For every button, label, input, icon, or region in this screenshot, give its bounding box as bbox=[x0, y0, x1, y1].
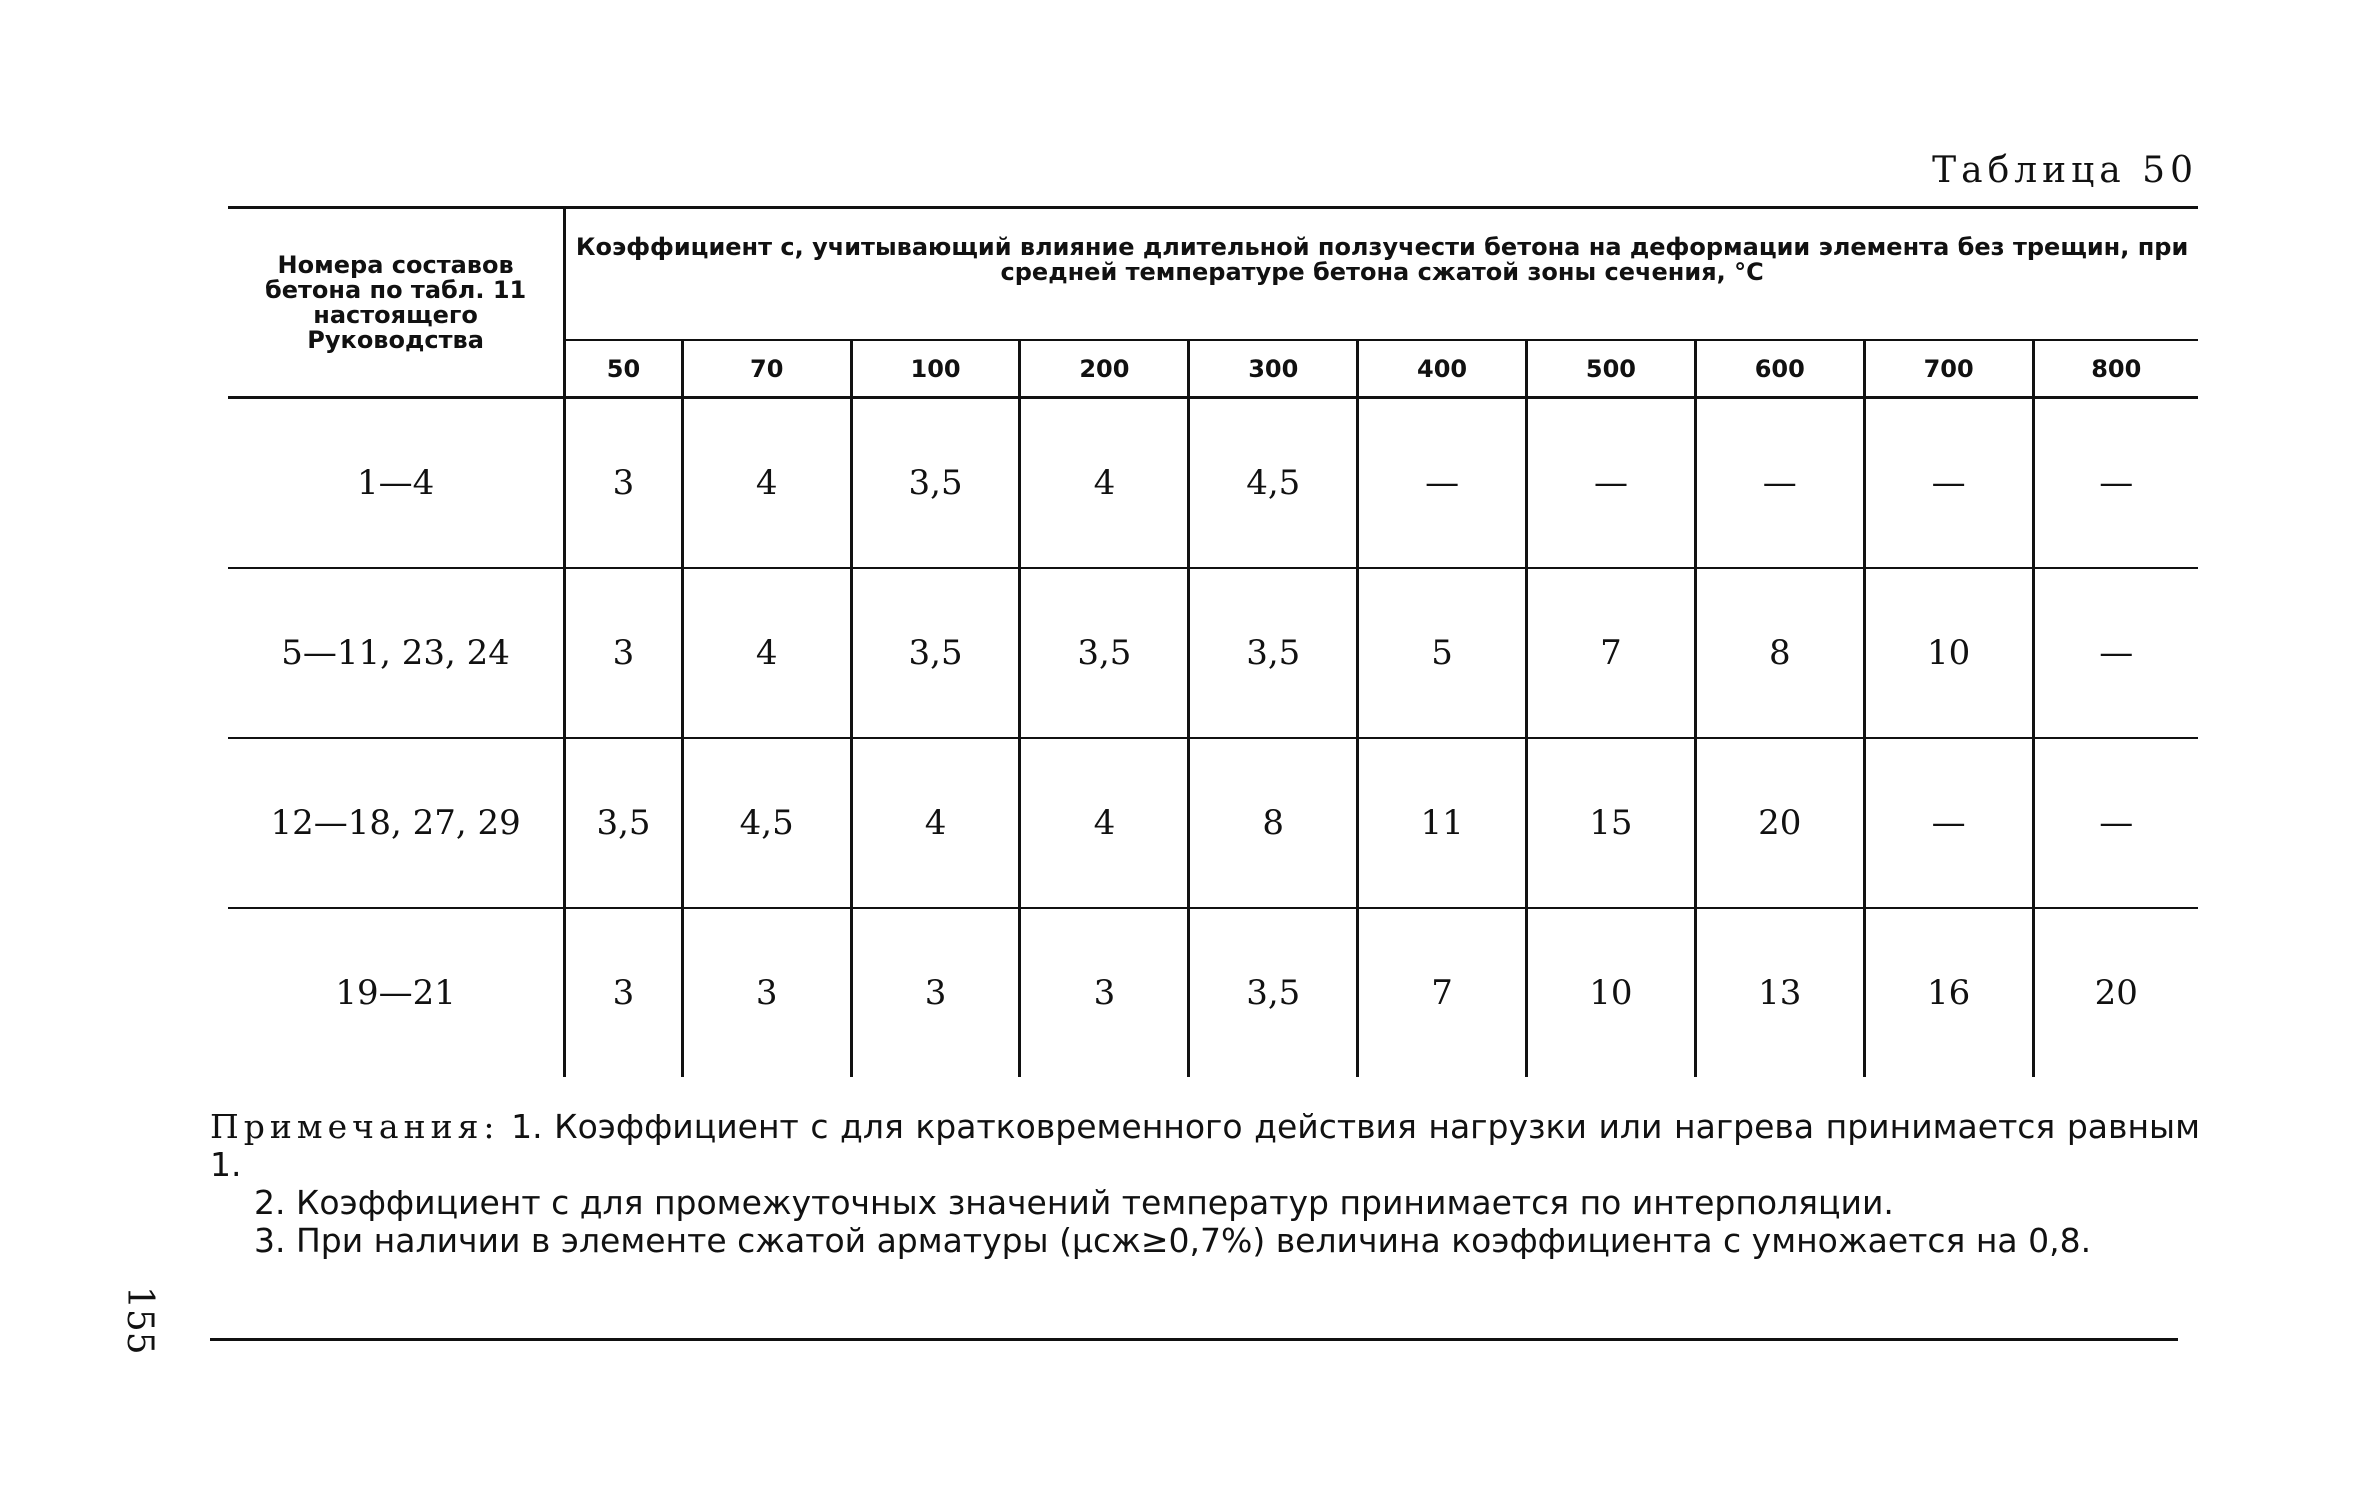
table-row bbox=[228, 568, 2198, 738]
table-cell: 7 bbox=[1527, 568, 1696, 738]
table-cell: 4 bbox=[682, 568, 851, 738]
data-table bbox=[228, 206, 2198, 1077]
notes-label: Примечания: bbox=[210, 1107, 500, 1146]
table-cell: 11 bbox=[1358, 738, 1527, 908]
table-cell: 20 bbox=[2033, 908, 2198, 1077]
table-cell: 20 bbox=[1695, 738, 1864, 908]
table-cell: 3,5 bbox=[1020, 568, 1189, 738]
table-cell: 8 bbox=[1189, 738, 1358, 908]
table-cell: 4 bbox=[682, 398, 851, 569]
temperature-header: 700 bbox=[1864, 340, 2033, 398]
table-row bbox=[228, 908, 2198, 1077]
table-row bbox=[228, 398, 2198, 569]
table-cell: 10 bbox=[1864, 568, 2033, 738]
table-caption: Таблица 50 bbox=[1932, 150, 2198, 191]
note-item: 3. При наличии в элементе сжатой арматуры (μсж≥0,7%) величина коэффициента с умножается на 0,8. bbox=[254, 1221, 2092, 1260]
temperature-header: 70 bbox=[682, 340, 851, 398]
table-cell: 3,5 bbox=[851, 398, 1020, 569]
table-cell: 8 bbox=[1695, 568, 1864, 738]
table-cell: 3,5 bbox=[1189, 568, 1358, 738]
table-cell: 4,5 bbox=[1189, 398, 1358, 569]
table-cell: 4 bbox=[1020, 398, 1189, 569]
table-cell: 3 bbox=[1020, 908, 1189, 1077]
table-cell: — bbox=[2033, 398, 2198, 569]
table-cell: 3 bbox=[565, 398, 683, 569]
column-group-header: Коэффициент с, учитывающий влияние длительной ползучести бетона на деформации элемента без трещин, при средней температуре бетона сжатой зоны сечения, °С bbox=[565, 208, 2198, 341]
table-cell: 5 bbox=[1358, 568, 1527, 738]
temperature-header: 100 bbox=[851, 340, 1020, 398]
table-cell: 4,5 bbox=[682, 738, 851, 908]
footer-rule bbox=[210, 1338, 2178, 1341]
temperature-header: 400 bbox=[1358, 340, 1527, 398]
note-item: 2. Коэффициент с для промежуточных значений температур принимается по интерполяции. bbox=[254, 1183, 1894, 1222]
table-cell: 4 bbox=[851, 738, 1020, 908]
row-label: 5—11, 23, 24 bbox=[228, 568, 565, 738]
note-item bbox=[210, 1108, 2200, 1184]
table-row bbox=[228, 738, 2198, 908]
table-cell: — bbox=[1864, 738, 2033, 908]
table-cell: 3 bbox=[682, 908, 851, 1077]
table-cell: 3,5 bbox=[851, 568, 1020, 738]
table-cell: — bbox=[1695, 398, 1864, 569]
data-table-container bbox=[228, 206, 2198, 1077]
table-cell: 3 bbox=[565, 568, 683, 738]
table-cell: 15 bbox=[1527, 738, 1696, 908]
table-cell: — bbox=[2033, 738, 2198, 908]
table-cell: — bbox=[1358, 398, 1527, 569]
table-cell: — bbox=[1864, 398, 2033, 569]
table-cell: 10 bbox=[1527, 908, 1696, 1077]
temperature-header: 50 bbox=[565, 340, 683, 398]
table-cell: 3 bbox=[851, 908, 1020, 1077]
table-cell: 4 bbox=[1020, 738, 1189, 908]
row-header: Номера составов бетона по табл. 11 настоящего Руководства bbox=[228, 208, 565, 398]
table-cell: 3,5 bbox=[565, 738, 683, 908]
row-label: 1—4 bbox=[228, 398, 565, 569]
temperature-header: 300 bbox=[1189, 340, 1358, 398]
row-label: 19—21 bbox=[228, 908, 565, 1077]
temperature-header: 800 bbox=[2033, 340, 2198, 398]
table-cell: 3,5 bbox=[1189, 908, 1358, 1077]
table-cell: 16 bbox=[1864, 908, 2033, 1077]
note-text: 1. Коэффициент с для кратковременного действия нагрузки или нагрева принимается равным 1. bbox=[210, 1107, 2200, 1184]
table-cell: — bbox=[1527, 398, 1696, 569]
page-number: 155 bbox=[119, 1286, 160, 1355]
table-cell: 3 bbox=[612, 973, 635, 1013]
notes bbox=[210, 1108, 2200, 1260]
temperature-header: 500 bbox=[1527, 340, 1696, 398]
temperature-header: 600 bbox=[1695, 340, 1864, 398]
table-cell: 7 bbox=[1358, 908, 1527, 1077]
temperature-header: 200 bbox=[1020, 340, 1189, 398]
table-cell: — bbox=[2033, 568, 2198, 738]
row-label: 12—18, 27, 29 bbox=[228, 738, 565, 908]
table-cell: 13 bbox=[1695, 908, 1864, 1077]
